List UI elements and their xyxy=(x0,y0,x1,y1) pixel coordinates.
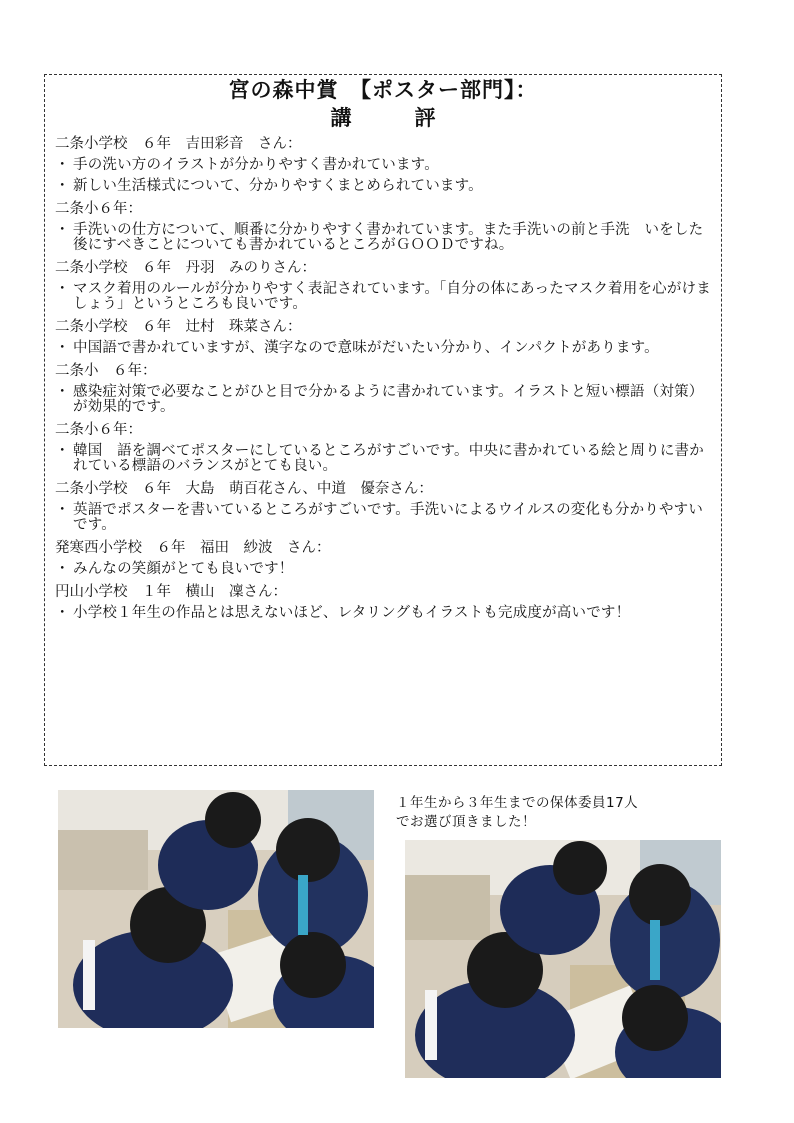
photo-students-reviewing-posters-1 xyxy=(58,790,374,1028)
entry-heading: 二条小６年： xyxy=(55,422,142,438)
bullet-marker: ・ xyxy=(55,222,70,238)
bullet-text: 小学校１年生の作品とは思えないほど、レタリングもイラストも完成度が高いです！ xyxy=(73,605,631,621)
bullet-marker: ・ xyxy=(55,561,70,577)
entry-bullet xyxy=(55,179,713,194)
bullet-text: 手の洗い方のイラストが分かりやすく書かれています。 xyxy=(73,157,439,173)
entry-bullet xyxy=(55,503,713,533)
entry-heading: 二条小学校 ６年 吉田彩音 さん： xyxy=(55,136,302,152)
page-subtitle: 講 評 xyxy=(330,106,436,130)
bullet-marker: ・ xyxy=(55,281,70,297)
bullet-text: 感染症対策で必要なことがひと目で分かるように書かれています。イラストと短い標語（対策）が効果的です。 xyxy=(73,384,704,415)
entry-bullet xyxy=(55,444,713,474)
entry-bullet xyxy=(55,223,713,253)
bullet-marker: ・ xyxy=(55,157,70,173)
entry-heading: 二条小学校 ６年 辻村 珠菜さん： xyxy=(55,319,302,335)
bullet-text: 新しい生活様式について、分かりやすくまとめられています。 xyxy=(73,178,483,194)
entry-heading: 二条小学校 ６年 丹羽 みのりさん： xyxy=(55,260,316,276)
entry-bullet xyxy=(55,158,713,173)
photo-caption xyxy=(396,794,716,832)
bullet-text: 中国語で書かれていますが、漢字なので意味がだいたい分かり、インパクトがあります。 xyxy=(73,340,659,356)
bullet-marker: ・ xyxy=(55,605,70,621)
caption-line-1: １年生から３年生までの保体委員17人 xyxy=(396,795,639,811)
caption-line-2: でお選び頂きました！ xyxy=(396,814,536,830)
bullet-marker: ・ xyxy=(55,340,70,356)
bullet-text: 手洗いの仕方について、順番に分かりやすく書かれています。また手洗いの前と手洗 いをした後にすべきことについても書かれているところがＧＯＯＤですね。 xyxy=(73,222,704,253)
entry-bullet xyxy=(55,282,713,312)
bullet-text: 韓国 語を調べてポスターにしているところがすごいです。中央に書かれている絵と周りに書かれている標語のバランスがとても良い。 xyxy=(73,443,704,474)
entry-bullet xyxy=(55,385,713,415)
entry-heading: 二条小 ６年： xyxy=(55,363,157,379)
page-title: 宮の森中賞 【ポスター部門】： xyxy=(228,78,538,102)
entry-bullet xyxy=(55,606,713,621)
review-entries xyxy=(55,135,713,627)
bullet-marker: ・ xyxy=(55,384,70,400)
photo-students-reviewing-posters-2 xyxy=(405,840,721,1078)
entry-heading: 二条小６年： xyxy=(55,201,142,217)
review-frame xyxy=(44,74,722,766)
entry-bullet xyxy=(55,562,713,577)
entry-heading: 発寒西小学校 ６年 福田 紗波 さん： xyxy=(55,540,331,556)
bullet-marker: ・ xyxy=(55,178,70,194)
bullet-marker: ・ xyxy=(55,502,70,518)
bullet-marker: ・ xyxy=(55,443,70,459)
bullet-text: 英語でポスターを書いているところがすごいです。手洗いによるウイルスの変化も分かりやすいです。 xyxy=(73,502,704,533)
entry-heading: 円山小学校 １年 横山 凜さん： xyxy=(55,584,287,600)
bullet-text: みんなの笑顔がとても良いです！ xyxy=(73,561,294,577)
entry-heading: 二条小学校 ６年 大島 萌百花さん、中道 優奈さん： xyxy=(55,481,433,497)
bullet-text: マスク着用のルールが分かりやすく表記されています。「自分の体にあったマスク着用を心がけましょう」というところも良いです。 xyxy=(73,281,711,312)
entry-bullet xyxy=(55,341,713,356)
